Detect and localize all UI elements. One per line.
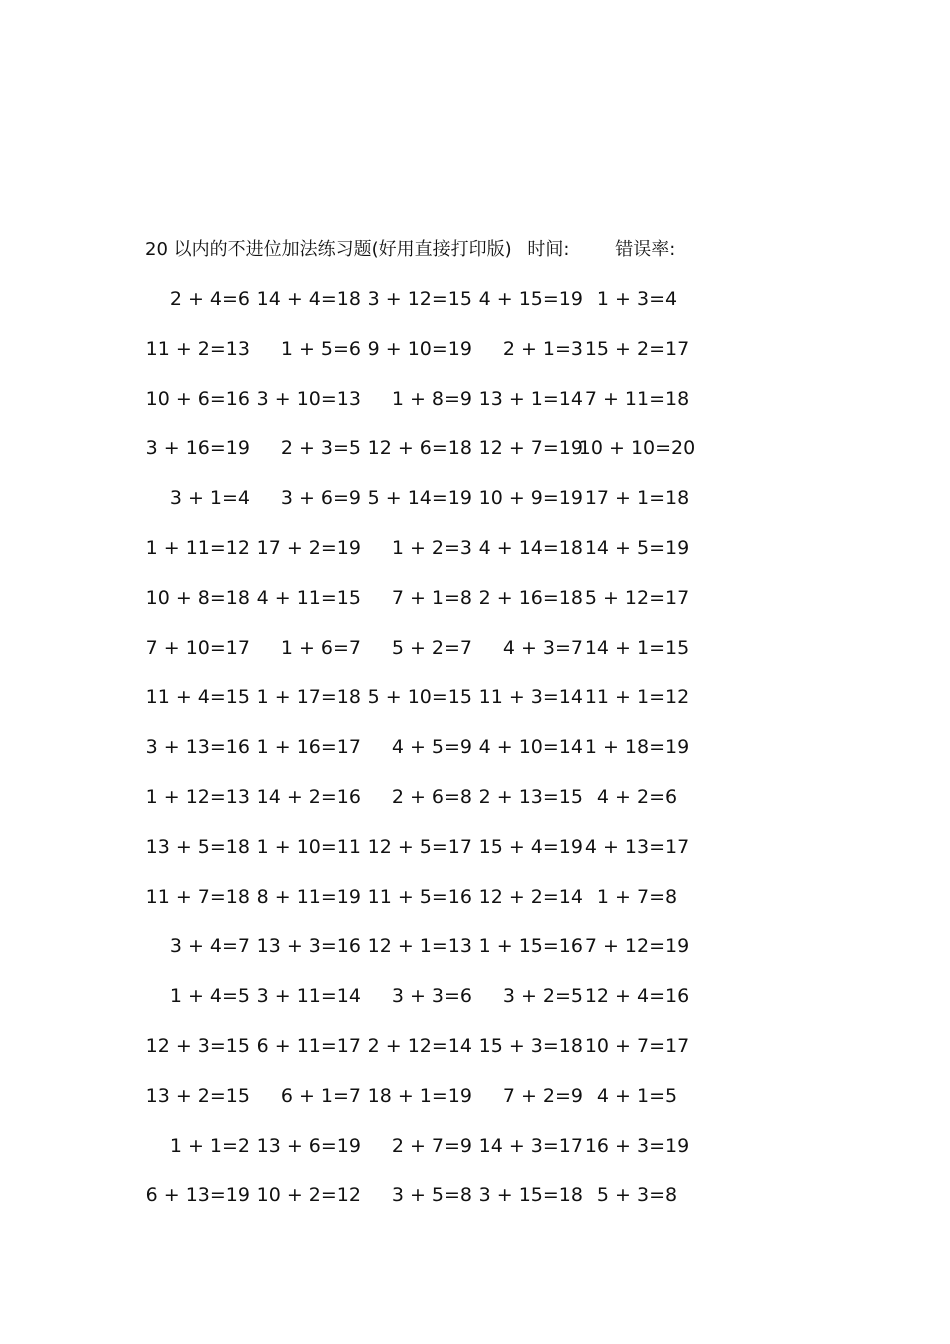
addition-problem: 1 + 4=5 — [169, 985, 250, 1008]
addition-problem: 7 + 12=19 — [584, 935, 690, 958]
addition-problem: 15 + 4=19 — [478, 835, 583, 858]
problem-row — [145, 335, 725, 385]
addition-problem: 5 + 2=7 — [391, 636, 472, 659]
addition-problem: 3 + 4=7 — [169, 935, 250, 958]
addition-problem: 4 + 3=7 — [502, 636, 583, 659]
problem-row — [145, 982, 725, 1032]
addition-problem: 7 + 10=17 — [145, 636, 250, 659]
addition-problem: 10 + 10=20 — [578, 437, 696, 460]
addition-problem: 12 + 5=17 — [367, 835, 472, 858]
problem-row — [145, 683, 725, 733]
addition-problem: 1 + 18=19 — [584, 736, 690, 759]
addition-problem: 2 + 4=6 — [169, 288, 250, 310]
problem-grid — [145, 285, 725, 1231]
addition-problem: 2 + 12=14 — [367, 1034, 472, 1057]
addition-problem: 16 + 3=19 — [584, 1134, 690, 1157]
addition-problem: 14 + 3=17 — [478, 1134, 583, 1157]
addition-problem: 2 + 16=18 — [478, 586, 583, 609]
addition-problem: 12 + 2=14 — [478, 885, 583, 908]
problem-row — [145, 1082, 725, 1132]
addition-problem: 2 + 3=5 — [280, 437, 361, 460]
addition-problem: 3 + 10=13 — [256, 387, 361, 410]
addition-problem: 3 + 13=16 — [145, 736, 250, 759]
addition-problem: 4 + 14=18 — [478, 536, 583, 559]
problem-row — [145, 883, 725, 933]
addition-problem: 4 + 15=19 — [478, 288, 583, 310]
addition-problem: 11 + 4=15 — [145, 686, 250, 709]
addition-problem: 4 + 2=6 — [596, 785, 678, 808]
addition-problem: 15 + 3=18 — [478, 1034, 583, 1057]
addition-problem: 7 + 2=9 — [502, 1084, 583, 1107]
addition-problem: 1 + 3=4 — [596, 288, 678, 310]
addition-problem: 5 + 12=17 — [584, 586, 690, 609]
addition-problem: 3 + 2=5 — [502, 985, 583, 1008]
addition-problem: 8 + 11=19 — [256, 885, 361, 908]
addition-problem: 9 + 10=19 — [367, 337, 472, 360]
addition-problem: 14 + 5=19 — [584, 536, 690, 559]
addition-problem: 3 + 1=4 — [169, 487, 250, 510]
addition-problem: 10 + 2=12 — [256, 1184, 361, 1207]
addition-problem: 15 + 2=17 — [584, 337, 690, 360]
addition-problem: 1 + 17=18 — [256, 686, 361, 709]
addition-problem: 4 + 5=9 — [391, 736, 472, 759]
addition-problem: 14 + 2=16 — [256, 785, 361, 808]
worksheet-header — [145, 236, 675, 264]
addition-problem: 1 + 8=9 — [391, 387, 472, 410]
addition-problem: 3 + 3=6 — [391, 985, 472, 1008]
problem-row — [145, 932, 725, 982]
problem-row — [145, 783, 725, 833]
addition-problem: 4 + 10=14 — [478, 736, 583, 759]
addition-problem: 10 + 9=19 — [478, 487, 583, 510]
addition-problem: 13 + 3=16 — [256, 935, 361, 958]
addition-problem: 17 + 2=19 — [256, 536, 361, 559]
addition-problem: 14 + 4=18 — [256, 288, 361, 310]
time-label: 时间: — [527, 239, 570, 260]
addition-problem: 13 + 1=14 — [478, 387, 583, 410]
addition-problem: 1 + 1=2 — [169, 1134, 250, 1157]
addition-problem: 12 + 3=15 — [145, 1034, 250, 1057]
problem-row — [145, 1181, 725, 1231]
addition-problem: 4 + 1=5 — [596, 1084, 678, 1107]
addition-problem: 6 + 13=19 — [145, 1184, 250, 1207]
addition-problem: 10 + 8=18 — [145, 586, 250, 609]
addition-problem: 12 + 1=13 — [367, 935, 472, 958]
addition-problem: 5 + 10=15 — [367, 686, 472, 709]
addition-problem: 1 + 5=6 — [280, 337, 361, 360]
addition-problem: 2 + 1=3 — [502, 337, 583, 360]
addition-problem: 12 + 6=18 — [367, 437, 472, 460]
problem-row — [145, 434, 725, 484]
addition-problem: 1 + 10=11 — [256, 835, 361, 858]
addition-problem: 5 + 14=19 — [367, 487, 472, 510]
error-rate-label: 错误率: — [615, 239, 676, 260]
addition-problem: 1 + 15=16 — [478, 935, 583, 958]
addition-problem: 1 + 6=7 — [280, 636, 361, 659]
addition-problem: 3 + 5=8 — [391, 1184, 472, 1207]
addition-problem: 6 + 1=7 — [280, 1084, 361, 1107]
problem-row — [145, 733, 725, 783]
problem-row — [145, 534, 725, 584]
addition-problem: 12 + 4=16 — [584, 985, 690, 1008]
problem-row — [145, 1032, 725, 1082]
addition-problem: 10 + 7=17 — [584, 1034, 690, 1057]
addition-problem: 3 + 16=19 — [145, 437, 250, 460]
addition-problem: 11 + 7=18 — [145, 885, 250, 908]
addition-problem: 3 + 15=18 — [478, 1184, 583, 1207]
addition-problem: 13 + 6=19 — [256, 1134, 361, 1157]
addition-problem: 11 + 3=14 — [478, 686, 583, 709]
addition-problem: 10 + 6=16 — [145, 387, 250, 410]
addition-problem: 3 + 11=14 — [256, 985, 361, 1008]
problem-row — [145, 385, 725, 435]
addition-problem: 4 + 11=15 — [256, 586, 361, 609]
addition-problem: 2 + 6=8 — [391, 785, 472, 808]
problem-row — [145, 1132, 725, 1182]
addition-problem: 3 + 6=9 — [280, 487, 361, 510]
addition-problem: 11 + 5=16 — [367, 885, 472, 908]
addition-problem: 4 + 13=17 — [584, 835, 690, 858]
addition-problem: 7 + 1=8 — [391, 586, 472, 609]
addition-problem: 1 + 11=12 — [145, 536, 250, 559]
problem-row — [145, 285, 725, 335]
addition-problem: 13 + 2=15 — [145, 1084, 250, 1107]
addition-problem: 1 + 2=3 — [391, 536, 472, 559]
addition-problem: 7 + 11=18 — [584, 387, 690, 410]
addition-problem: 5 + 3=8 — [596, 1184, 678, 1207]
addition-problem: 6 + 11=17 — [256, 1034, 361, 1057]
addition-problem: 3 + 12=15 — [367, 288, 472, 310]
addition-problem: 18 + 1=19 — [367, 1084, 472, 1107]
problem-row — [145, 833, 725, 883]
problem-row — [145, 634, 725, 684]
addition-problem: 11 + 1=12 — [584, 686, 690, 709]
addition-problem: 2 + 7=9 — [391, 1134, 472, 1157]
addition-problem: 13 + 5=18 — [145, 835, 250, 858]
worksheet-title: 20 以内的不进位加法练习题(好用直接打印版) — [145, 239, 512, 260]
addition-problem: 12 + 7=19 — [478, 437, 583, 460]
problem-row — [145, 484, 725, 534]
addition-problem: 14 + 1=15 — [584, 636, 690, 659]
addition-problem: 1 + 7=8 — [596, 885, 678, 908]
addition-problem: 17 + 1=18 — [584, 487, 690, 510]
problem-row — [145, 584, 725, 634]
addition-problem: 2 + 13=15 — [478, 785, 583, 808]
addition-problem: 11 + 2=13 — [145, 337, 250, 360]
addition-problem: 1 + 12=13 — [145, 785, 250, 808]
addition-problem: 1 + 16=17 — [256, 736, 361, 759]
